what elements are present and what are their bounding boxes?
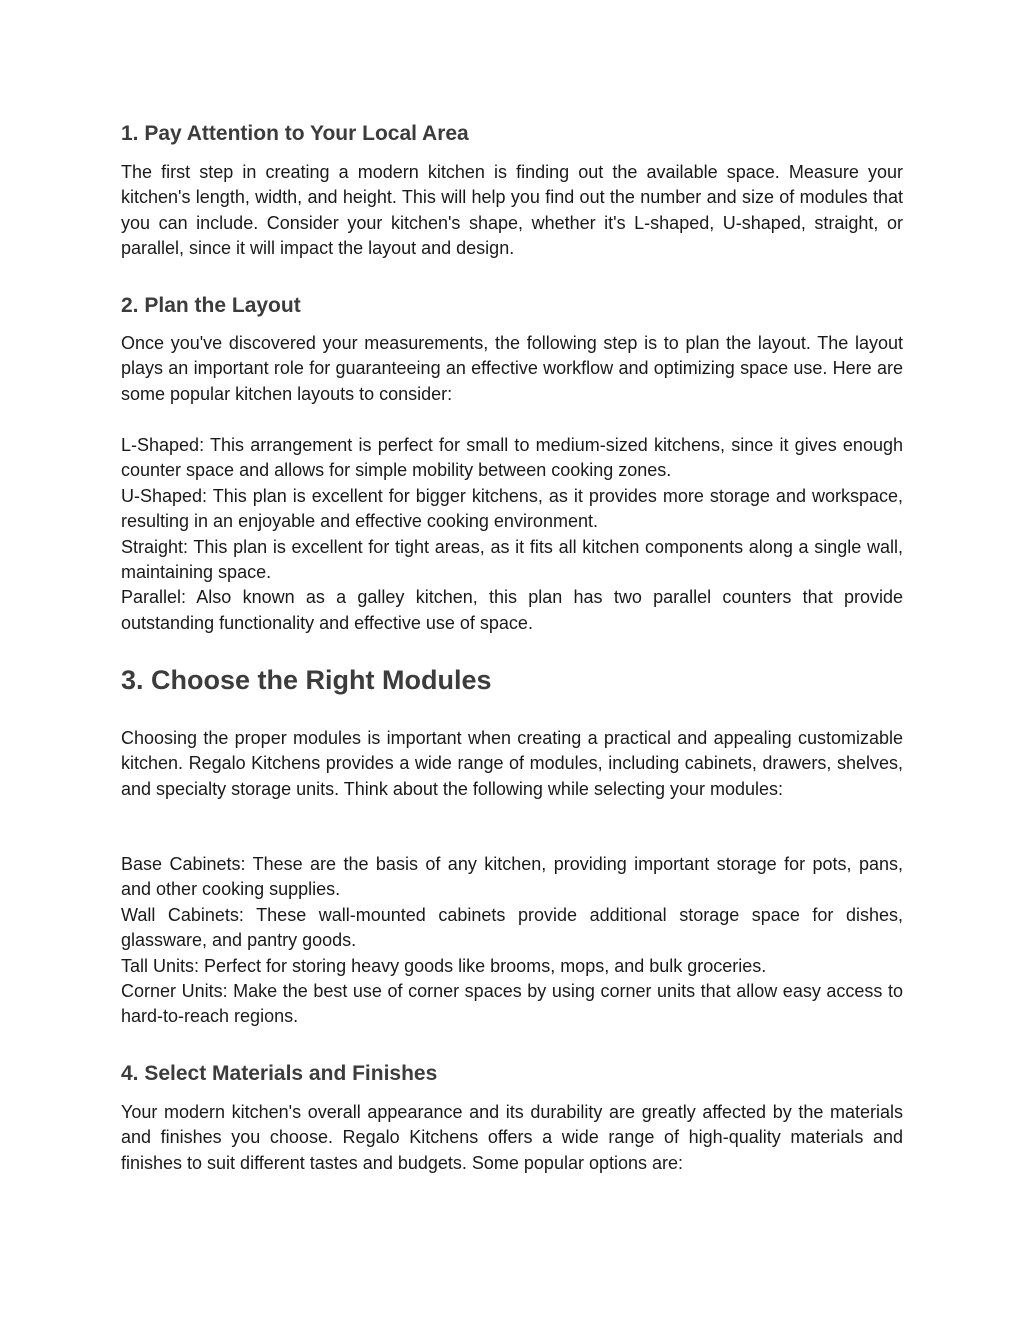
section-heading-materials: 4. Select Materials and Finishes: [121, 1062, 438, 1085]
list-item: Straight: This plan is excellent for tight areas, as it fits all kitchen components along a single wall, maintaining space.: [121, 536, 903, 583]
list-item: L-Shaped: This arrangement is perfect for small to medium-sized kitchens, since it gives enough counter space and allows for simple mobility between cooking zones.: [121, 435, 903, 481]
section-heading-plan-layout: 2. Plan the Layout: [121, 294, 301, 317]
section-body-modules: Choosing the proper modules is important when creating a practical and appealing customizable kitchen. Regalo Kitchens provides a wide range of modules, including cabinets, drawers, shelves, and specialty storage units. Think about the following while selecting your modules:: [121, 728, 903, 799]
section-body-materials: Your modern kitchen's overall appearance and its durability are greatly affected by the materials and finishes you choose. Regalo Kitchens offers a wide range of high-quality materials and finishes to suit different tastes and budgets. Some popular options are:: [121, 1102, 903, 1173]
section-heading-modules: 3. Choose the Right Modules: [121, 665, 492, 695]
list-item: Base Cabinets: These are the basis of any kitchen, providing important storage for pots, pans, and other cooking supplies.: [121, 854, 903, 900]
list-item: Tall Units: Perfect for storing heavy goods like brooms, mops, and bulk groceries.: [121, 955, 767, 976]
section-body-plan-layout: Once you've discovered your measurements, the following step is to plan the layout. The layout plays an important role for guaranteeing an effective workflow and optimizing space use. Here are some popular kitchen layouts to consider:: [121, 333, 903, 404]
list-item: U-Shaped: This plan is excellent for bigger kitchens, as it provides more storage and workspace, resulting in an enjoyable and effective cooking environment.: [121, 485, 903, 532]
list-item: Parallel: Also known as a galley kitchen, this plan has two parallel counters that provide outstanding functionality and effective use of space.: [121, 587, 903, 633]
module-options-list: [121, 852, 903, 1030]
section-body-local-area: The first step in creating a modern kitchen is finding out the available space. Measure your kitchen's length, width, and height. This will help you find out the number and size of modules that you can include. Consider your kitchen's shape, whether it's L-shaped, U-shaped, straight, or parallel, since it will impact the layout and design.: [121, 162, 903, 259]
list-item: Wall Cabinets: These wall-mounted cabinets provide additional storage space for dishes, glassware, and pantry goods.: [121, 904, 903, 951]
layout-options-list: [121, 433, 903, 636]
list-item: Corner Units: Make the best use of corner spaces by using corner units that allow easy access to hard-to-reach regions.: [121, 981, 903, 1027]
section-heading-local-area: 1. Pay Attention to Your Local Area: [121, 122, 469, 145]
